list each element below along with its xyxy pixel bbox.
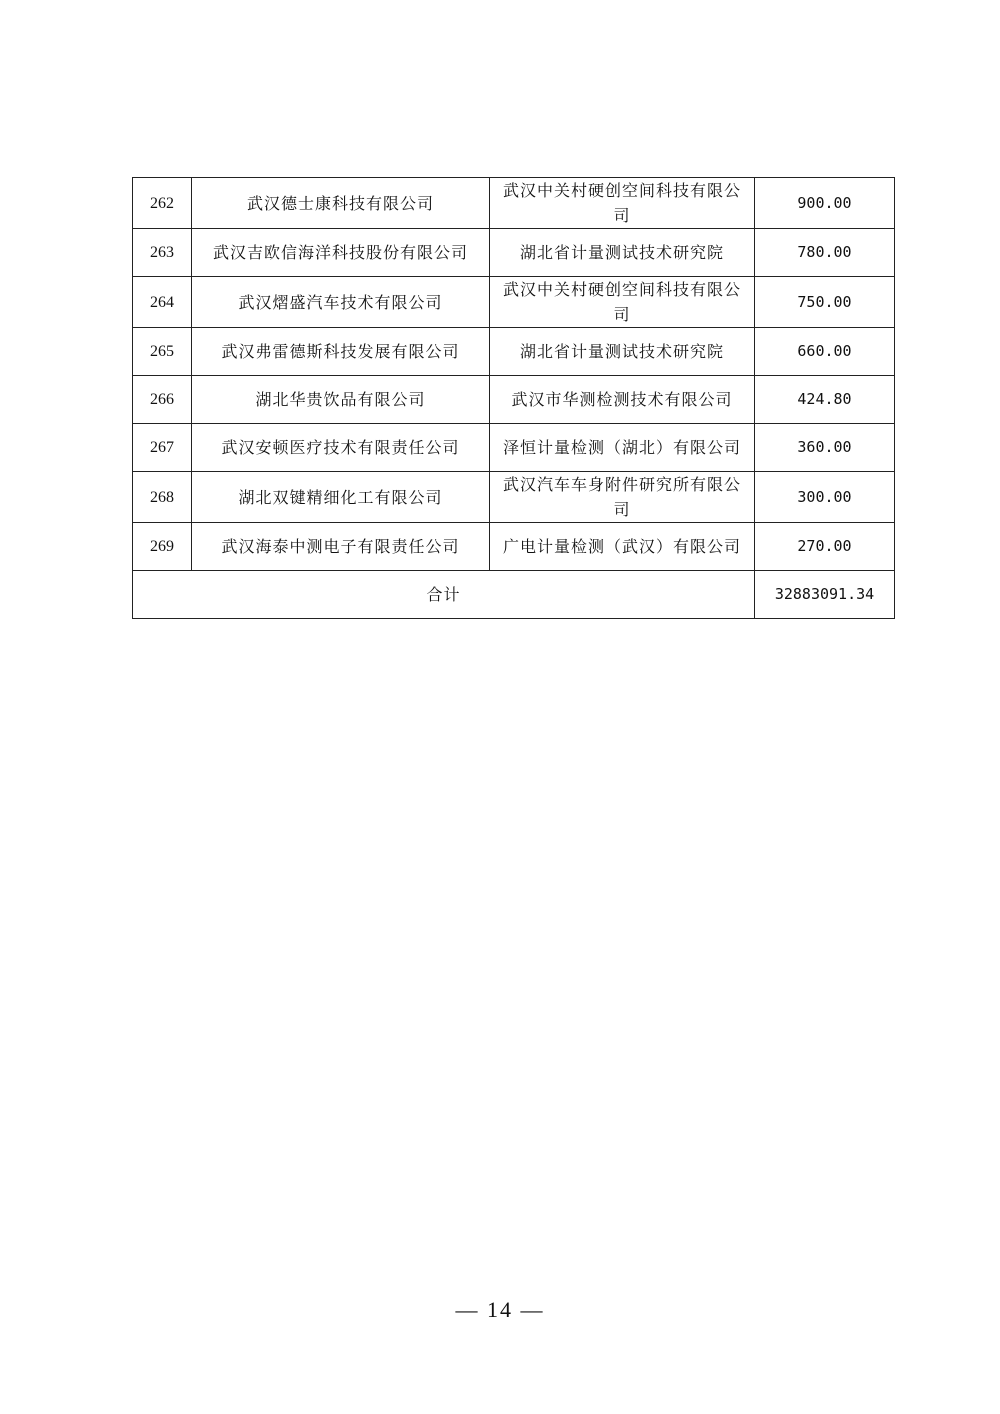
amount: 780.00 <box>755 229 895 277</box>
subsidy-table <box>132 177 895 619</box>
row-number: 266 <box>133 376 192 424</box>
table-row <box>133 472 895 523</box>
company-name: 湖北双键精细化工有限公司 <box>192 472 490 523</box>
service-agency: 武汉中关村硬创空间科技有限公司 <box>490 277 755 328</box>
service-agency: 湖北省计量测试技术研究院 <box>490 229 755 277</box>
table-row <box>133 178 895 229</box>
table-row <box>133 376 895 424</box>
company-name: 武汉安顿医疗技术有限责任公司 <box>192 424 490 472</box>
amount: 424.80 <box>755 376 895 424</box>
total-label: 合计 <box>133 571 755 619</box>
service-agency: 武汉市华测检测技术有限公司 <box>490 376 755 424</box>
table-row <box>133 328 895 376</box>
row-number: 265 <box>133 328 192 376</box>
company-name: 武汉弗雷德斯科技发展有限公司 <box>192 328 490 376</box>
service-agency: 湖北省计量测试技术研究院 <box>490 328 755 376</box>
company-name: 武汉熠盛汽车技术有限公司 <box>192 277 490 328</box>
page-number: — 14 — <box>455 1297 545 1322</box>
company-name: 武汉德士康科技有限公司 <box>192 178 490 229</box>
amount: 660.00 <box>755 328 895 376</box>
table-row <box>133 229 895 277</box>
row-number: 263 <box>133 229 192 277</box>
company-name: 湖北华贵饮品有限公司 <box>192 376 490 424</box>
total-amount: 32883091.34 <box>755 571 895 619</box>
total-row <box>133 571 895 619</box>
service-agency: 泽恒计量检测（湖北）有限公司 <box>490 424 755 472</box>
table-row <box>133 277 895 328</box>
company-name: 武汉海泰中测电子有限责任公司 <box>192 523 490 571</box>
service-agency: 武汉汽车车身附件研究所有限公司 <box>490 472 755 523</box>
table-row <box>133 523 895 571</box>
amount: 750.00 <box>755 277 895 328</box>
row-number: 268 <box>133 472 192 523</box>
amount: 360.00 <box>755 424 895 472</box>
amount: 300.00 <box>755 472 895 523</box>
row-number: 267 <box>133 424 192 472</box>
amount: 270.00 <box>755 523 895 571</box>
service-agency: 广电计量检测（武汉）有限公司 <box>490 523 755 571</box>
service-agency: 武汉中关村硬创空间科技有限公司 <box>490 178 755 229</box>
table-row <box>133 424 895 472</box>
row-number: 262 <box>133 178 192 229</box>
row-number: 264 <box>133 277 192 328</box>
company-name: 武汉吉欧信海洋科技股份有限公司 <box>192 229 490 277</box>
amount: 900.00 <box>755 178 895 229</box>
row-number: 269 <box>133 523 192 571</box>
